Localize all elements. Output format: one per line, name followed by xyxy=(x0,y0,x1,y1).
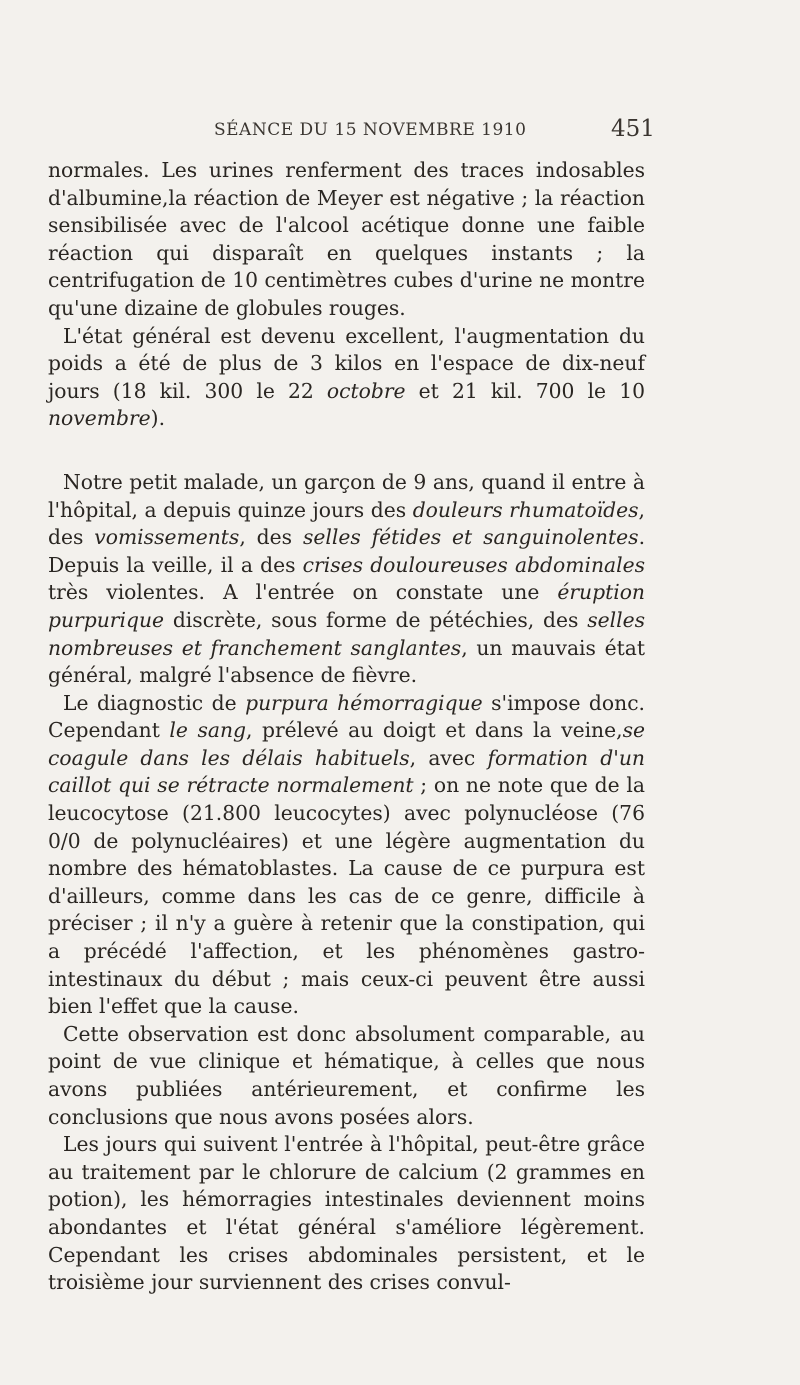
paragraph xyxy=(48,157,645,323)
text-run: , des xyxy=(239,525,303,550)
text-run: normales. Les urines renferment des traces indosables d'albumine,la réaction de Meyer est négative ; la réaction sensibilisée avec de l'alcool acétique donne une faible réaction qui disparaît en quelques instants ; la centrifugation de 10 centimètres cubes d'urine ne montre qu'une dizaine de globules rouges. xyxy=(48,158,645,320)
text-run: , prélevé au doigt et dans la veine, xyxy=(245,718,623,743)
paragraph xyxy=(48,690,645,1021)
text-run: et 21 kil. 700 le 10 xyxy=(405,378,646,403)
italic-text: vomissements xyxy=(94,525,240,550)
paragraph xyxy=(48,469,645,690)
italic-text: le sang xyxy=(169,718,246,743)
section-gap xyxy=(48,433,645,469)
italic-text: douleurs rhumatoïdes xyxy=(412,497,639,522)
text-run: , avec xyxy=(409,745,488,770)
italic-text: formation d'un caillot qui se rétracte normalement xyxy=(48,745,645,798)
running-title: SÉANCE DU 15 NOVEMBRE 1910 xyxy=(214,120,527,140)
paragraph xyxy=(48,1131,645,1297)
page-number: 451 xyxy=(611,116,655,142)
italic-text: novembre xyxy=(48,406,151,431)
paragraph xyxy=(48,323,645,433)
text-run: L'état général est devenu excellent, l'augmentation du poids a été de plus de 3 kilos en l'espace de dix-neuf jours (18 kil. 300 le 22 xyxy=(48,323,645,403)
text-run: s'impose donc. Cependant xyxy=(48,690,645,743)
running-head xyxy=(0,118,800,148)
paragraph xyxy=(48,1021,645,1131)
italic-text: octobre xyxy=(326,378,406,403)
italic-text: se coagule dans les délais habituels xyxy=(48,718,645,770)
text-run: . Depuis la veille, il a des xyxy=(48,525,646,577)
text-run: Le diagnostic de xyxy=(63,690,246,715)
text-run: , des xyxy=(48,497,645,550)
text-run: ). xyxy=(150,406,166,431)
text-run: discrète, sous forme de pétéchies, des xyxy=(164,607,588,632)
italic-text: selles fétides et sanguinolentes xyxy=(302,525,639,550)
text-run: ; on ne note que de la leucocytose (21.800 leucocytes) avec polynucléose (76 0/0 de polynucléaires) et une légère augmentation du nombre des hématoblastes. La cause de ce purpura est d'ailleurs, comme dans les cas de ce genre, difficile à préciser ; il n'y a guère à retenir que la constipation, qui a précédé l'affection, et les phénomènes gastro-intestinaux du début ; mais ceux-ci peuvent être aussi bien l'effet que la cause. xyxy=(48,773,645,1019)
italic-text: purpura hémorragique xyxy=(245,690,483,715)
text-run: Cette observation est donc absolument comparable, au point de vue clinique et hématique, à celles que nous avons publiées antérieurement, et confirme les conclusions que nous avons posées alors. xyxy=(48,1021,645,1129)
text-run: Notre petit malade, un garçon de 9 ans, quand il entre à l'hôpital, a depuis quinze jours des xyxy=(48,469,645,522)
italic-text: selles nombreuses et franchement sanglantes xyxy=(48,607,645,660)
italic-text: éruption purpurique xyxy=(48,580,645,632)
text-run: , un mauvais état général, malgré l'absence de fièvre. xyxy=(48,635,646,688)
text-run: très violentes. A l'entrée on constate une xyxy=(48,580,558,605)
text-run: Les jours qui suivent l'entrée à l'hôpital, peut-être grâce au traitement par le chlorure de calcium (2 grammes en potion), les hémorragies intestinales deviennent moins abondantes et l'état général s'améliore légèrement. Cependant les crises abdominales persistent, et le troisième jour surviennent des crises convul- xyxy=(48,1132,645,1295)
italic-text: crises douloureuses abdominales xyxy=(302,552,645,577)
body-text xyxy=(48,157,645,1297)
